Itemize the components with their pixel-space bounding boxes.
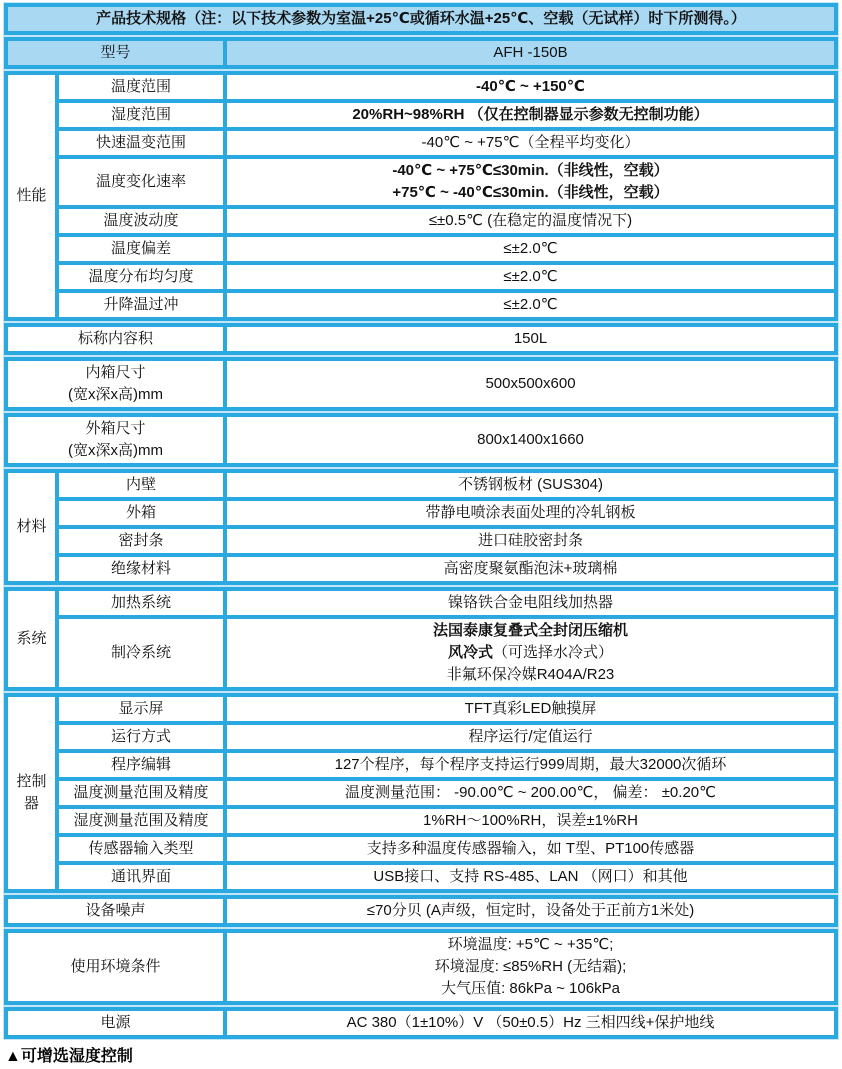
outer-size-label-line2: (宽x深x高)mm: [68, 442, 163, 459]
cooling-line-1: 法国泰康复叠式全封闭压缩机: [432, 622, 628, 639]
param-label: 温度波动度: [59, 209, 223, 233]
param-label: 绝缘材料: [59, 557, 223, 581]
section-inner-size: [3, 356, 839, 412]
section-material: [3, 468, 839, 586]
param-label: 外箱: [59, 501, 223, 525]
section-model: [3, 36, 839, 70]
param-value: 支持多种温度传感器输入，如 T型、PT100传感器: [227, 837, 834, 861]
noise-value: ≤70分贝 (A声级，恒定时，设备处于正前方1米处): [227, 899, 834, 923]
cooling-line-3: 非氟环保冷媒R404A/R23: [446, 666, 615, 683]
param-value: 进口硅胶密封条: [227, 529, 834, 553]
inner-size-value: 500x500x600: [227, 361, 834, 407]
rate-line-1: -40℃ ~ +75℃≤30min.（非线性，空载）: [392, 162, 669, 179]
param-value: ≤±2.0℃: [227, 265, 834, 289]
param-label: 湿度测量范围及精度: [59, 809, 223, 833]
param-value: 镍铬铁合金电阻线加热器: [227, 591, 834, 615]
environment-label: 使用环境条件: [8, 933, 223, 1001]
cooling-line-2-bold: 风冷式: [447, 644, 493, 661]
section-noise: [3, 894, 839, 928]
inner-size-label: [8, 361, 223, 407]
param-label: 快速温变范围: [59, 131, 223, 155]
param-label: 温度范围: [59, 75, 223, 99]
param-value: ≤±0.5℃ (在稳定的温度情况下): [227, 209, 834, 233]
param-label: 湿度范围: [59, 103, 223, 127]
outer-size-label-line1: 外箱尺寸: [85, 420, 146, 437]
environment-line-1: 环境温度: +5℃ ~ +35℃;: [447, 936, 614, 953]
section-environment: [3, 928, 839, 1006]
section-controller: [3, 692, 839, 894]
cooling-line-2: [448, 642, 613, 664]
param-value: 程序运行/定值运行: [227, 725, 834, 749]
param-value: 不锈钢板材 (SUS304): [227, 473, 834, 497]
outer-size-label: [8, 417, 223, 463]
environment-line-3: 大气压值: 86kPa ~ 106kPa: [441, 980, 620, 997]
environment-line-2: 环境湿度: ≤85%RH (无结霜);: [434, 958, 627, 975]
param-value: ≤±2.0℃: [227, 237, 834, 261]
section-performance: [3, 70, 839, 322]
param-value: -40℃ ~ +150℃: [227, 75, 834, 99]
param-value: 127个程序，每个程序支持运行999周期，最大32000次循环: [227, 753, 834, 777]
param-label: 温度测量范围及精度: [59, 781, 223, 805]
model-label: 型号: [8, 41, 223, 65]
param-value: [227, 619, 834, 687]
environment-value: [227, 933, 834, 1001]
param-value: 带静电喷涂表面处理的冷轧钢板: [227, 501, 834, 525]
section-power: [3, 1006, 839, 1040]
group-label-performance: 性能: [8, 75, 55, 317]
power-value: AC 380（1±10%）V （50±0.5）Hz 三相四线+保护地线: [227, 1011, 834, 1035]
param-label: 密封条: [59, 529, 223, 553]
param-label: 通讯界面: [59, 865, 223, 889]
param-label: 温度偏差: [59, 237, 223, 261]
param-label: 加热系统: [59, 591, 223, 615]
section-title: [3, 2, 839, 36]
rate-line-2: +75℃ ~ -40℃≤30min.（非线性，空载）: [392, 184, 669, 201]
volume-label: 标称内容积: [8, 327, 223, 351]
param-label: 传感器输入类型: [59, 837, 223, 861]
inner-size-label-line1: 内箱尺寸: [85, 364, 146, 381]
param-value: USB接口、支持 RS-485、LAN （网口）和其他: [227, 865, 834, 889]
spec-table: [3, 2, 839, 1040]
footer-note: ▲可增选湿度控制: [5, 1048, 133, 1065]
cooling-line-2-rest: （可选择水冷式）: [493, 644, 614, 661]
param-value: -40℃ ~ +75℃（全程平均变化）: [227, 131, 834, 155]
param-value: 1%RH～100%RH，误差±1%RH: [227, 809, 834, 833]
group-label-system: 系统: [8, 591, 55, 687]
outer-size-value: 800x1400x1660: [227, 417, 834, 463]
param-value: ≤±2.0℃: [227, 293, 834, 317]
param-value: TFT真彩LED触摸屏: [227, 697, 834, 721]
param-value: [227, 159, 834, 205]
param-label: 升降温过冲: [59, 293, 223, 317]
group-label-controller: 控制器: [8, 697, 55, 889]
table-title: 产品技术规格（注：以下技术参数为室温+25℃或循环水温+25℃、空载（无试样）时下所测得。）: [8, 7, 834, 31]
noise-label: 设备噪声: [8, 899, 223, 923]
model-value: AFH -150B: [227, 41, 834, 65]
power-label: 电源: [8, 1011, 223, 1035]
param-label: 温度变化速率: [59, 159, 223, 205]
param-label: 显示屏: [59, 697, 223, 721]
inner-size-label-line2: (宽x深x高)mm: [68, 386, 163, 403]
param-value: 温度测量范围： -90.00℃ ~ 200.00℃， 偏差： ±0.20℃: [227, 781, 834, 805]
param-label: 内壁: [59, 473, 223, 497]
section-volume: [3, 322, 839, 356]
param-label: 程序编辑: [59, 753, 223, 777]
param-label: 温度分布均匀度: [59, 265, 223, 289]
param-label: 制冷系统: [59, 619, 223, 687]
section-system: [3, 586, 839, 692]
section-outer-size: [3, 412, 839, 468]
param-value: 高密度聚氨酯泡沫+玻璃棉: [227, 557, 834, 581]
param-label: 运行方式: [59, 725, 223, 749]
group-label-material: 材料: [8, 473, 55, 581]
param-value: 20%RH~98%RH （仅在控制器显示参数无控制功能）: [227, 103, 834, 127]
volume-value: 150L: [227, 327, 834, 351]
